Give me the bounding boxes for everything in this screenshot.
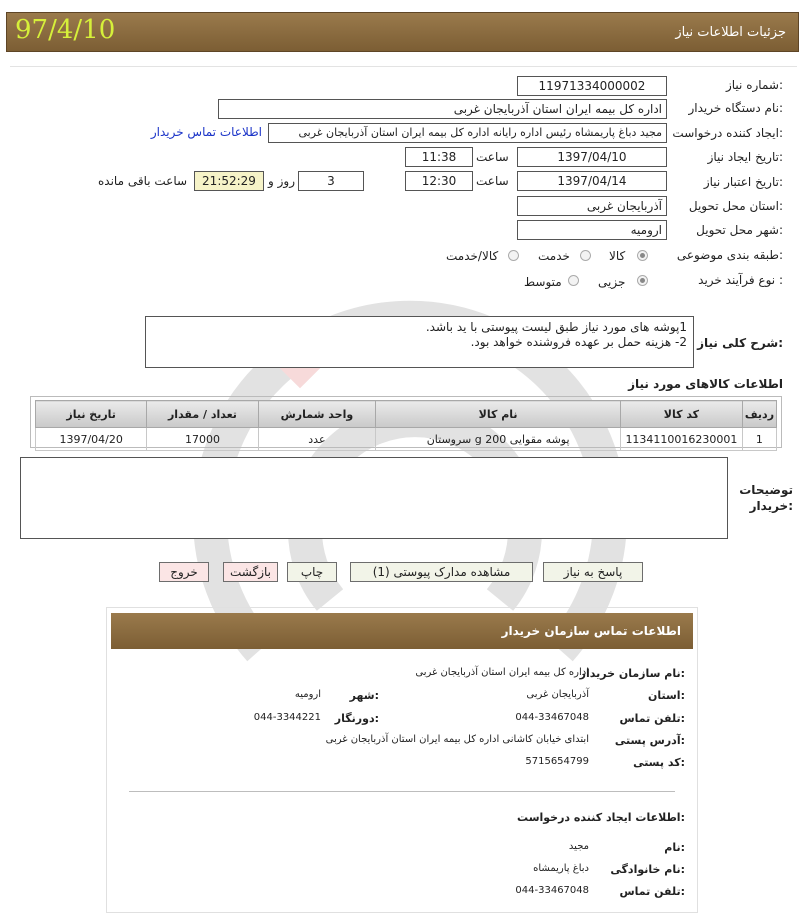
print-button[interactable]: چاپ <box>287 562 337 582</box>
contact-address-label: آدرس پستی: <box>614 734 685 747</box>
category-radio-goods[interactable] <box>637 250 648 261</box>
items-table-frame <box>30 396 782 448</box>
col-header-qty: تعداد / مقدار <box>147 401 258 428</box>
col-header-code: کد کالا <box>621 401 743 428</box>
created-date-field[interactable]: 1397/04/10 <box>517 147 667 167</box>
contact-city-label: شهر: <box>349 689 379 702</box>
category-radio-both[interactable] <box>508 250 519 261</box>
days-remaining-field[interactable]: 3 <box>298 171 364 191</box>
cell-unit: عدد <box>258 428 376 451</box>
creator-phone-value: 044-33467048 <box>515 885 589 896</box>
items-section-title: اطلاعات کالاهای مورد نیاز <box>628 377 783 391</box>
creator-family-value: دباغ پاریمشاه <box>533 863 589 874</box>
valid-date-label: تاریخ اعتبار نیاز: <box>703 175 783 189</box>
col-header-name: نام کالا <box>376 401 621 428</box>
header-date: 97/4/10 <box>15 15 116 45</box>
creator-name-label: نام: <box>664 841 685 854</box>
contact-postal-value: 5715654799 <box>525 756 589 767</box>
creator-phone-label: تلفن تماس: <box>619 885 685 898</box>
category-radio-service[interactable] <box>580 250 591 261</box>
cell-date: 1397/04/20 <box>36 428 147 451</box>
buyer-notes-textarea[interactable] <box>20 457 728 539</box>
contact-fax-value: 044-3344221 <box>253 712 321 723</box>
cell-code: 1134110016230001 <box>621 428 743 451</box>
province-field[interactable]: آذربایجان غربی <box>517 196 667 216</box>
valid-time-label: ساعت <box>476 174 509 188</box>
province-label: استان محل تحویل: <box>688 199 783 213</box>
created-time-field[interactable]: 11:38 <box>405 147 473 167</box>
exit-button[interactable]: خروج <box>159 562 209 582</box>
creator-section-title: اطلاعات ایجاد کننده درخواست: <box>517 811 685 824</box>
remaining-time-label: ساعت باقی مانده <box>98 174 188 188</box>
process-radio-medium[interactable] <box>568 275 579 286</box>
process-option-minor: جزیی <box>598 275 626 289</box>
requester-label: ایجاد کننده درخواست: <box>672 126 783 140</box>
creator-family-label: نام خانوادگی: <box>610 863 685 876</box>
process-option-medium: متوسط <box>524 275 562 289</box>
valid-date-field[interactable]: 1397/04/14 <box>517 171 667 191</box>
need-number-label: شماره نیاز: <box>725 78 783 92</box>
items-table <box>35 400 777 451</box>
need-number-field[interactable]: 11971334000002 <box>517 76 667 96</box>
page-title: جزئیات اطلاعات نیاز <box>675 25 786 40</box>
created-time-label: ساعت <box>476 150 509 164</box>
contact-address-value: ابتدای خیابان کاشانی اداره کل بیمه ایران استان آذربایجان غربی <box>325 734 589 745</box>
creator-name-value: مجید <box>568 841 589 852</box>
contact-fax-label: دورنگار: <box>334 712 379 725</box>
valid-time-field[interactable]: 12:30 <box>405 171 473 191</box>
contact-phone-value: 044-33467048 <box>515 712 589 723</box>
created-date-label: تاریخ ایجاد نیاز: <box>707 150 783 164</box>
contact-city-value: ارومیه <box>294 689 321 700</box>
description-label: شرح کلی نیاز: <box>697 336 783 350</box>
contact-org-label: نام سازمان خریدار: <box>579 667 685 680</box>
city-label: شهر محل تحویل: <box>696 223 783 237</box>
cell-name: پوشه مقوایی 200 g سروستان <box>376 428 621 451</box>
buyer-contact-panel <box>106 607 698 913</box>
description-line-1: 1پوشه های مورد نیاز طبق لیست پیوستی با ید باشد. <box>425 320 687 334</box>
contact-panel-title: اطلاعات تماس سازمان خریدار <box>501 624 681 638</box>
category-label: طبقه بندی موضوعی: <box>676 248 783 262</box>
category-option-goods: کالا <box>609 249 626 263</box>
city-field[interactable]: ارومیه <box>517 220 667 240</box>
process-label: نوع فرآیند خرید : <box>698 273 783 287</box>
remaining-time-field[interactable]: 21:52:29 <box>194 171 264 191</box>
buyer-org-field[interactable]: اداره کل بیمه ایران استان آذربایجان غربی <box>218 99 667 119</box>
process-radio-minor[interactable] <box>637 275 648 286</box>
col-header-unit: واحد شمارش <box>258 401 376 428</box>
reply-button[interactable]: پاسخ به نیاز <box>543 562 643 582</box>
col-header-row: ردیف <box>742 401 776 428</box>
back-button[interactable]: بازگشت <box>223 562 278 582</box>
buyer-org-label: نام دستگاه خریدار: <box>688 101 783 115</box>
cell-row: 1 <box>742 428 776 451</box>
contact-province-value: آذربایجان غربی <box>526 689 589 700</box>
requester-field[interactable]: مجید دباغ پاریمشاه رئیس اداره رایانه اداره کل بیمه ایران استان آذربایجان غربی <box>268 123 667 143</box>
contact-postal-label: کد پستی: <box>633 756 685 769</box>
description-textarea[interactable] <box>145 316 694 368</box>
description-line-2: 2- هزینه حمل بر عهده فروشنده خواهد بود. <box>470 335 687 349</box>
page-header <box>6 12 799 52</box>
contact-divider <box>129 791 675 792</box>
contact-phone-label: تلفن تماس: <box>619 712 685 725</box>
category-option-service: خدمت <box>538 249 570 263</box>
days-label: روز و <box>268 174 295 188</box>
contact-panel-header <box>111 613 693 649</box>
contact-province-label: استان: <box>647 689 685 702</box>
buyer-contact-link[interactable]: اطلاعات تماس خریدار <box>150 125 262 139</box>
cell-qty: 17000 <box>147 428 258 451</box>
table-row <box>36 428 777 451</box>
divider <box>10 66 797 67</box>
col-header-date: تاریخ نیاز <box>36 401 147 428</box>
category-option-both: کالا/خدمت <box>446 249 499 263</box>
buyer-notes-label: توضیحات خریدار: <box>739 483 793 513</box>
view-attachments-button[interactable]: مشاهده مدارک پیوستی (1) <box>350 562 533 582</box>
contact-org-value: اداره کل بیمه ایران استان آذربایجان غربی <box>415 667 589 678</box>
